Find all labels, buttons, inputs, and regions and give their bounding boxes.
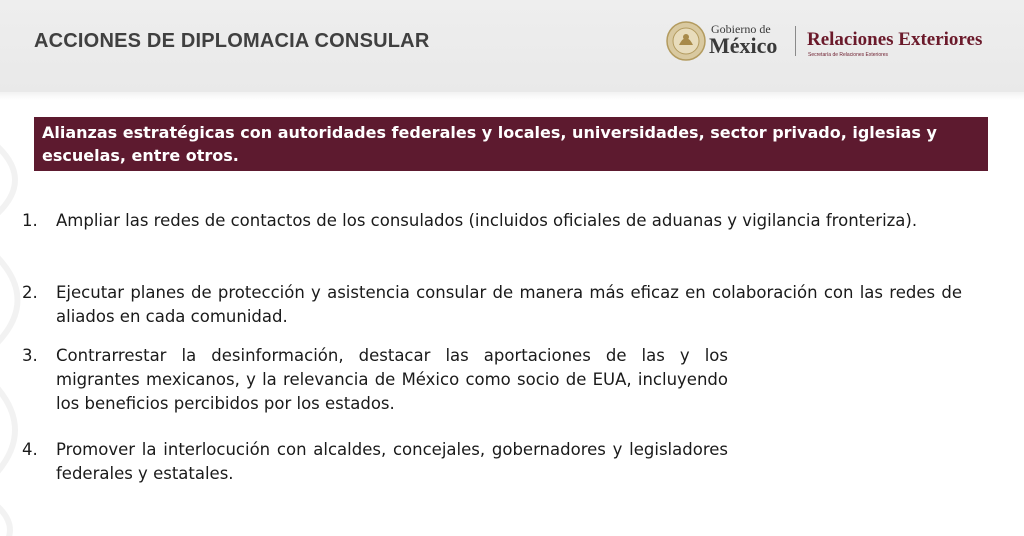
- logo-divider: [795, 26, 796, 56]
- mexico-label: México: [709, 33, 778, 58]
- list-item-text: Ejecutar planes de protección y asistencia consular de manera más eficaz en colaboración con las redes de aliados en cada comunidad.: [56, 283, 962, 326]
- government-logo: [666, 18, 1006, 64]
- secretaria-label: Secretaría de Relaciones Exteriores: [808, 52, 889, 58]
- list-item-text: Promover la interlocución con alcaldes, concejales, gobernadores y legisladores federales y estatales.: [56, 440, 728, 483]
- list-item-number: 2.: [22, 283, 38, 302]
- list-item-number: 3.: [22, 346, 38, 365]
- list-item-number: 1.: [22, 211, 38, 230]
- list-item-number: 4.: [22, 440, 38, 459]
- relaciones-exteriores-label: Relaciones Exteriores: [807, 29, 983, 50]
- highlight-banner: [34, 117, 988, 171]
- list-item-text: Contrarrestar la desinformación, destacar las aportaciones de las y los migrantes mexicanos, y la relevancia de México como socio de EUA, incluyendo los beneficios percibidos por los estados.: [56, 346, 728, 413]
- header-bar: [0, 0, 1024, 92]
- banner-text: Alianzas estratégicas con autoridades federales y locales, universidades, sector privado, iglesias y escuelas, entre otros.: [42, 123, 937, 165]
- gobierno-de-label: Gobierno de: [711, 22, 771, 36]
- page-title: ACCIONES DE DIPLOMACIA CONSULAR: [34, 30, 430, 52]
- national-seal-icon: [666, 21, 706, 61]
- list-item-text: Ampliar las redes de contactos de los consulados (incluidos oficiales de aduanas y vigilancia fronteriza).: [56, 211, 918, 230]
